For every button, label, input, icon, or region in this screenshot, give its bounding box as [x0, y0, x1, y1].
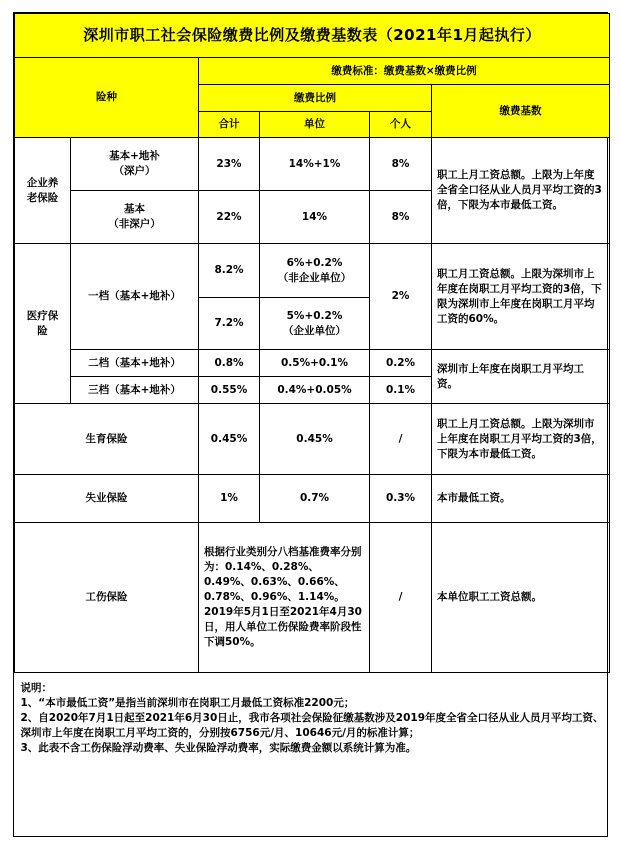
table-row: [15, 523, 610, 673]
rate-header: 缴费比例: [199, 85, 432, 112]
unemployment-base: 本市最低工资。: [432, 475, 610, 523]
medical-tier3-personal: 0.1%: [370, 377, 432, 404]
medical-tier1-total: 7.2%: [199, 298, 260, 350]
medical-tier3-sub: 三档（基本+地补）: [71, 377, 199, 404]
pension-sub: 基本 （非深户）: [71, 191, 199, 244]
pension-total: 22%: [199, 191, 260, 244]
insurance-rate-sheet: [13, 12, 608, 837]
injury-label: 工伤保险: [15, 523, 199, 673]
note-item: 2、自2020年7月1日起至2021年6月30日止，我市各项社会保险征缴基数涉及2019年度全省全口径从业人员月平均工资、深圳市上年度在岗职工月平均工资的，分别按6756元/月、10646元/月的标准计算；: [20, 712, 604, 739]
medical-tier1-base: 职工月工资总额。上限为深圳市上年度在岗职工月平均工资的3倍，下限为深圳市上年度在岗职工月平均工资的60%。: [432, 244, 610, 350]
notes-heading: 说明：: [20, 682, 52, 694]
medical-tier23-base: 深圳市上年度在岗职工月平均工资。: [432, 350, 610, 404]
medical-tier2-total: 0.8%: [199, 350, 260, 377]
medical-tier1-sub: 一档（基本+地补）: [71, 244, 199, 350]
pension-base: 职工上月工资总额。上限为上年度全省全口径从业人员月平均工资的3倍，下限为本市最低工资。: [432, 138, 610, 244]
table-row: [15, 350, 610, 377]
pension-employer: 14%+1%: [260, 138, 370, 191]
injury-rate: 根据行业类别分八档基准费率分别为：0.14%、0.28%、0.49%、0.63%、0.66%、0.78%、0.96%、1.14%。2019年5月1日至2021年4月30日，用人单位工伤保险费率阶段性下调50%。: [199, 523, 370, 673]
formula-header: 缴费标准：缴费基数×缴费比例: [199, 58, 610, 85]
injury-personal: /: [370, 523, 432, 673]
pension-sub: 基本+地补 （深户）: [71, 138, 199, 191]
medical-tier2-sub: 二档（基本+地补）: [71, 350, 199, 377]
note-item: 3、此表不含工伤保险浮动费率、失业保险浮动费率，实际缴费金额以系统计算为准。: [20, 742, 417, 754]
pension-personal: 8%: [370, 191, 432, 244]
table-row: [15, 404, 610, 475]
pension-label: 企业养 老保险: [15, 138, 71, 244]
maternity-employer: 0.45%: [260, 404, 370, 475]
table-row: [15, 475, 610, 523]
injury-base: 本单位职工工资总额。: [432, 523, 610, 673]
pension-personal: 8%: [370, 138, 432, 191]
maternity-label: 生育保险: [15, 404, 199, 475]
medical-tier3-employer: 0.4%+0.05%: [260, 377, 370, 404]
medical-tier1-personal: 2%: [370, 244, 432, 350]
medical-tier2-employer: 0.5%+0.1%: [260, 350, 370, 377]
table-title: 深圳市职工社会保险缴费比例及缴费基数表（2021年1月起执行）: [15, 14, 610, 58]
table-row: [15, 138, 610, 191]
pension-employer: 14%: [260, 191, 370, 244]
insurance-type-header: 险种: [15, 58, 199, 138]
medical-tier1-total: 8.2%: [199, 244, 260, 298]
maternity-base: 职工上月工资总额。上限为深圳市上年度在岗职工月平均工资的3倍，下限为本市最低工资。: [432, 404, 610, 475]
medical-tier1-employer: 6%+0.2% （非企业单位）: [260, 244, 370, 298]
medical-label: 医疗保 险: [15, 244, 71, 404]
note-item: 1、“本市最低工资”是指当前深圳市在岗职工月最低工资标准2200元；: [20, 697, 355, 709]
table-row: [15, 244, 610, 298]
unemployment-employer: 0.7%: [260, 475, 370, 523]
pension-total: 23%: [199, 138, 260, 191]
maternity-total: 0.45%: [199, 404, 260, 475]
unemployment-total: 1%: [199, 475, 260, 523]
base-header: 缴费基数: [432, 85, 610, 138]
medical-tier3-total: 0.55%: [199, 377, 260, 404]
personal-header: 个人: [370, 112, 432, 138]
maternity-personal: /: [370, 404, 432, 475]
notes-section: [15, 673, 610, 783]
insurance-table: [14, 13, 610, 783]
unemployment-personal: 0.3%: [370, 475, 432, 523]
medical-tier2-personal: 0.2%: [370, 350, 432, 377]
unemployment-label: 失业保险: [15, 475, 199, 523]
employer-header: 单位: [260, 112, 370, 138]
medical-tier1-employer: 5%+0.2% （企业单位）: [260, 298, 370, 350]
total-header: 合计: [199, 112, 260, 138]
